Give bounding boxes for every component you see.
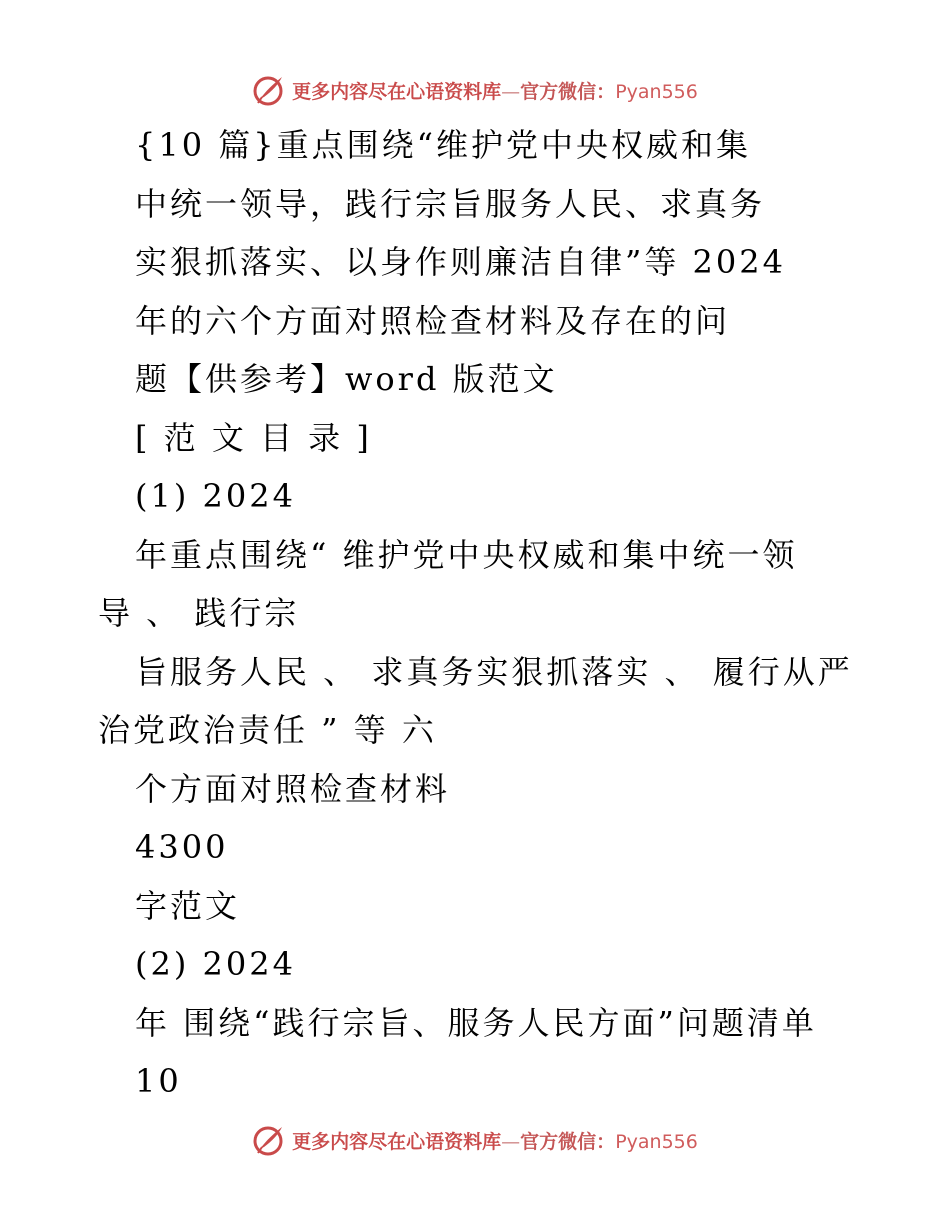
text-line: {10 篇}重点围绕“维护党中央权威和集 <box>135 126 751 164</box>
toc-item-number: (2) 2024 <box>135 945 296 983</box>
text-line: 题【供参考】word 版范文 <box>135 360 558 398</box>
toc-item-text: 治党政治责任 ” 等 六 <box>98 711 437 749</box>
watermark-text: 更多内容尽在心语资料库—官方微信：Pyan556 <box>292 80 698 103</box>
toc-item-text: 字范文 <box>135 887 241 925</box>
text-line: 年的六个方面对照检查材料及存在的问 <box>135 302 731 340</box>
toc-item-number: (1) 2024 <box>135 477 296 515</box>
quill-logo-icon <box>252 1123 286 1157</box>
watermark-banner-bottom <box>0 1120 950 1160</box>
toc-item-text: 旨服务人民 、 求真务实狠抓落实 、 履行从严 <box>135 653 853 691</box>
toc-heading: [ 范 文 目 录 ] <box>135 419 372 457</box>
text-line: 实狠抓落实、以身作则廉洁自律”等 2024 <box>135 243 786 281</box>
text-line: 中统一领导，践行宗旨服务人民、求真务 <box>135 185 766 223</box>
watermark-banner-top <box>0 70 950 110</box>
quill-logo-icon <box>252 73 286 107</box>
toc-item-text: 个方面对照检查材料 <box>135 770 451 808</box>
watermark-text: 更多内容尽在心语资料库—官方微信：Pyan556 <box>292 1130 698 1153</box>
toc-item-text: 年重点围绕“ 维护党中央权威和集中统一领 <box>135 536 798 574</box>
toc-item-text: 4300 <box>135 828 229 866</box>
toc-item-text: 年 围绕“践行宗旨、服务人民方面”问题清单 <box>135 1004 817 1042</box>
toc-item-text: 10 <box>135 1062 182 1100</box>
toc-item-text: 导 、 践行宗 <box>98 594 300 632</box>
